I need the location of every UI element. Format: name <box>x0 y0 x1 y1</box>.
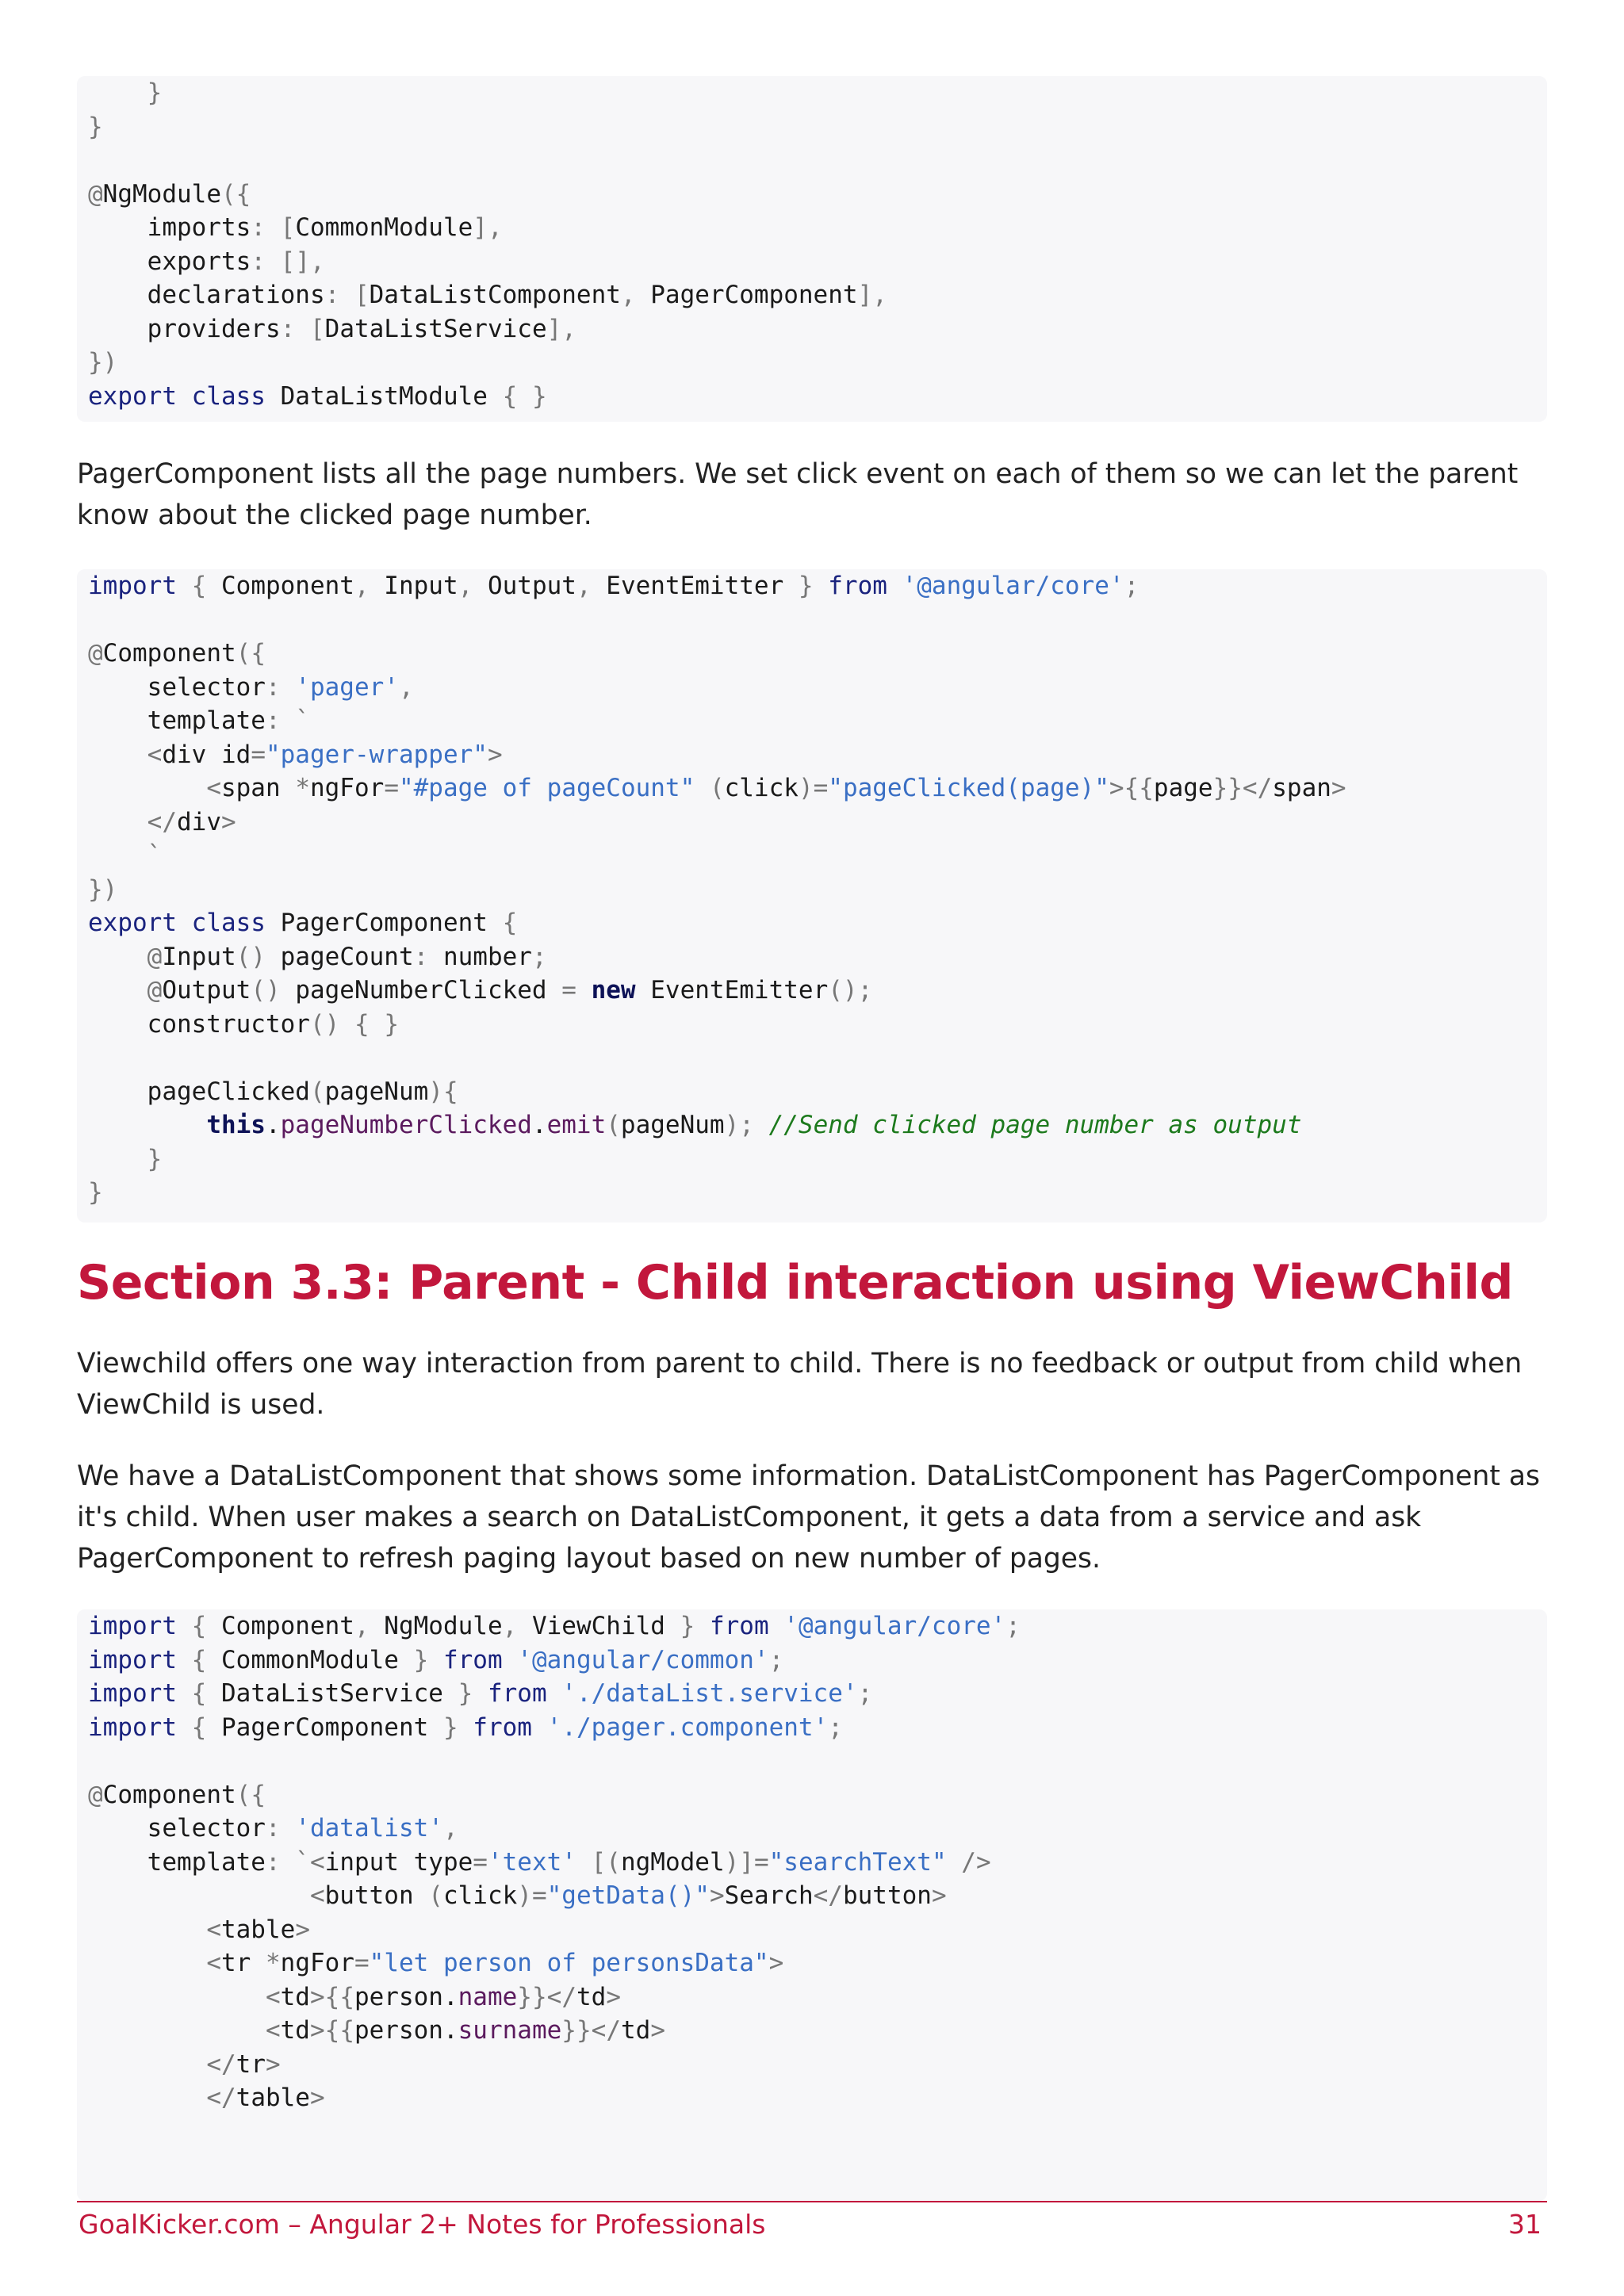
code-block-3-line: <tr *ngFor="let person of personsData"> <box>206 1949 784 1977</box>
code-block-3-line: <table> <box>206 1915 310 1944</box>
code-block-1-line: declarations: [DataListComponent, PagerComponent], <box>88 281 887 309</box>
paragraph-pager-description: PagerComponent lists all the page numbers. We set click event on each of them so we can let the parent know about the clicked page number. <box>77 458 1519 531</box>
footer-page-number: 31 <box>1508 2209 1542 2240</box>
code-block-1-line: providers: [DataListService], <box>88 314 576 343</box>
code-block-2-line: pageClicked(pageNum){ <box>88 1077 458 1106</box>
code-block-3-line: </tr> <box>206 2049 281 2079</box>
code-block-2-line: }) <box>88 874 118 904</box>
code-block-2-line <box>88 1041 1547 1075</box>
code-block-3-line <box>88 1744 1547 1778</box>
code-block-3-line: import { CommonModule } from '@angular/common'; <box>88 1645 784 1674</box>
code-block-3-line: import { Component, NgModule, ViewChild } from '@angular/core'; <box>88 1612 1021 1640</box>
code-block-ngmodule <box>77 76 1547 422</box>
code-block-2-line: export class PagerComponent { <box>88 909 518 937</box>
code-block-1-line: }) <box>88 348 118 377</box>
code-block-1-line: export class DataListModule { } <box>88 381 547 411</box>
code-block-2-line: ` <box>147 841 163 870</box>
code-block-3-line: import { PagerComponent } from './pager.component'; <box>88 1712 843 1742</box>
code-block-datalist-component <box>77 1609 1547 2201</box>
paragraph-datalist-description: We have a DataListComponent that shows some information. DataListComponent has PagerComponent as it's child. When user makes a search on DataListComponent, it gets a data from a service and ask PagerComponent to refresh paging layout based on new number of pages. <box>77 1460 1540 1575</box>
code-block-2-line: <div id="pager-wrapper"> <box>147 740 503 769</box>
code-block-1-line <box>88 144 1547 178</box>
section-heading: Section 3.3: Parent - Child interaction using ViewChild <box>77 1255 1513 1311</box>
code-block-2-line <box>88 603 1547 637</box>
code-block-3-line: <button (click)="getData()">Search</button> <box>309 1881 947 1910</box>
code-block-2-line: <span *ngFor="#page of pageCount" (click)="pageClicked(page)">{{page}}</span> <box>206 774 1346 802</box>
code-block-2-line: import { Component, Input, Output, EventEmitter } from '@angular/core'; <box>88 572 1139 600</box>
code-block-2-line: this.pageNumberClicked.emit(pageNum); //Send clicked page number as output <box>206 1111 1302 1139</box>
code-block-1-line: imports: [CommonModule], <box>88 213 503 242</box>
paragraph-viewchild-intro: Viewchild offers one way interaction from parent to child. There is no feedback or output from child when ViewChild is used. <box>77 1348 1522 1421</box>
code-block-2-line: @Output() pageNumberClicked = new EventEmitter(); <box>147 976 873 1004</box>
code-block-2-line: } <box>88 1178 103 1207</box>
code-block-1-line: @NgModule({ <box>88 179 251 209</box>
code-block-3-line: <td>{{person.surname}}</td> <box>265 2016 665 2045</box>
footer-book-title: GoalKicker.com – Angular 2+ Notes for Professionals <box>79 2209 766 2240</box>
code-block-2-line: template: ` <box>88 706 310 735</box>
code-block-2-line: @Component({ <box>88 639 266 668</box>
code-block-3-line: import { DataListService } from './dataList.service'; <box>88 1679 873 1708</box>
code-block-2-line: } <box>147 1144 163 1173</box>
code-block-2-line: </div> <box>147 807 236 836</box>
footer-divider <box>77 2201 1547 2202</box>
code-block-pager-component <box>77 569 1547 1223</box>
code-block-1-line: } <box>147 78 163 107</box>
code-block-1-line: } <box>88 112 103 141</box>
code-block-2-line: selector: 'pager', <box>88 672 414 702</box>
code-block-2-line: @Input() pageCount: number; <box>147 942 547 971</box>
code-block-3-line: selector: 'datalist', <box>88 1814 458 1843</box>
code-block-3-line: template: `<input type='text' [(ngModel)]="searchText" /> <box>88 1847 991 1877</box>
code-block-3-line: <td>{{person.name}}</td> <box>265 1982 621 2011</box>
code-block-1-line: exports: [], <box>88 247 325 276</box>
code-block-3-line: </table> <box>206 2084 325 2112</box>
code-block-2-line: constructor() { } <box>88 1009 399 1039</box>
code-block-3-line: @Component({ <box>88 1780 266 1809</box>
